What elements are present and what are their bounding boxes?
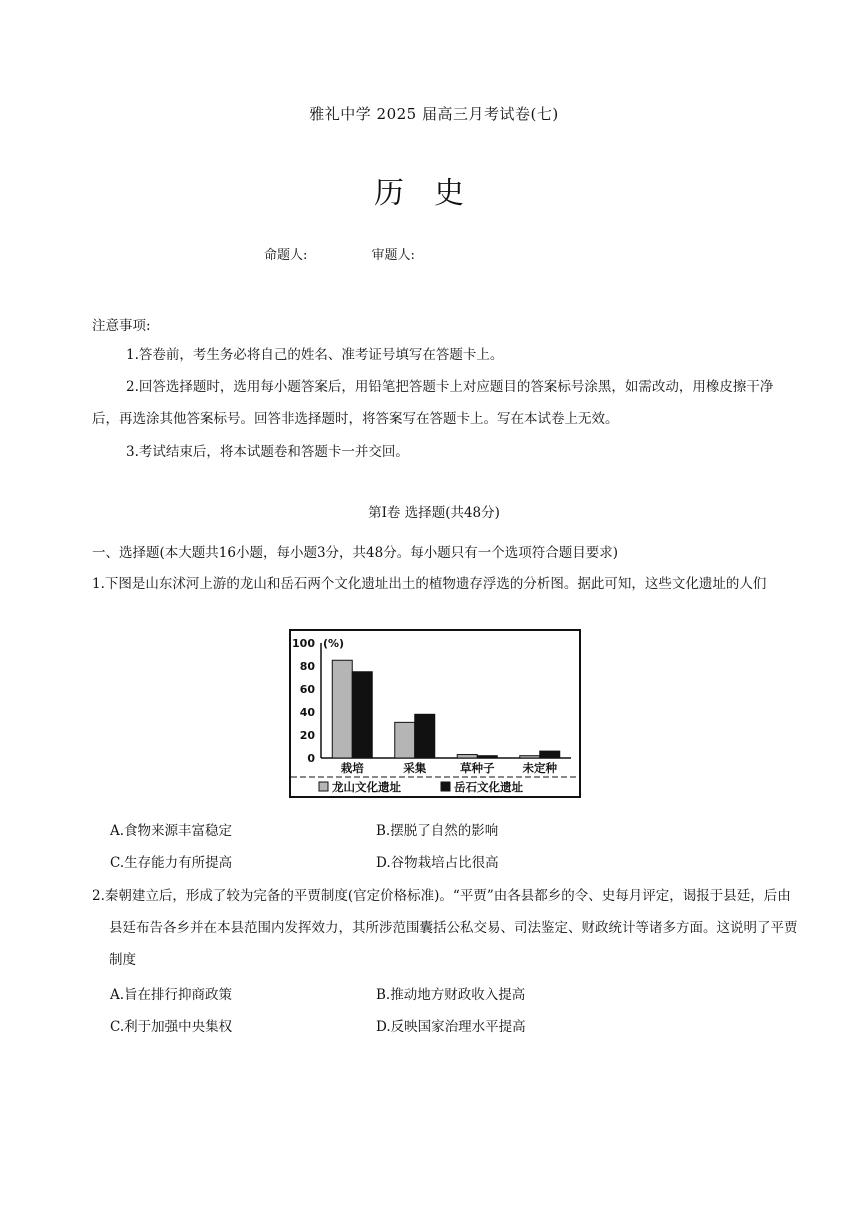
section-title: 第Ⅰ卷 选择题(共48分) — [368, 505, 500, 521]
bar-chart — [289, 629, 581, 798]
question-2-stem: 2.秦朝建立后，形成了较为完备的平贾制度(官定价格标准)。“平贾”由各县都乡的令、史每月评定，谒报于县廷，后由县廷布告各乡并在本县范围内发挥效力，其所涉范围囊括公私交易、司法鉴定、财政统计等诸多方面。这说明了平贾制度 — [92, 888, 798, 968]
q1-option-b[interactable]: B.摆脱了自然的影响 — [376, 823, 499, 839]
x-category-label: 草种子 — [460, 761, 495, 775]
y-tick-label: 40 — [299, 706, 315, 719]
reviewer-label: 审题人: — [371, 248, 415, 263]
bar-longshan — [395, 722, 415, 758]
y-tick-label: 0 — [307, 752, 315, 765]
y-tick-label: 60 — [299, 683, 315, 696]
q2-option-d[interactable]: D.反映国家治理水平提高 — [376, 1019, 526, 1035]
x-category-label: 栽培 — [340, 761, 364, 775]
q1-option-d[interactable]: D.谷物栽培占比很高 — [376, 855, 499, 871]
author-line — [264, 244, 475, 263]
bar-yueshi — [540, 751, 560, 758]
exam-title: 雅礼中学 2025 届高三月考试卷(七) — [309, 105, 559, 123]
y-tick-label: 100 — [292, 637, 315, 650]
legend-label: 龙山文化遗址 — [332, 780, 401, 794]
legend-label: 岳石文化遗址 — [454, 780, 523, 794]
q2-option-b[interactable]: B.推动地方财政收入提高 — [376, 987, 526, 1003]
y-unit-label: (%) — [323, 637, 345, 650]
bar-yueshi — [477, 756, 497, 758]
notice-item-text: 3.考试结束后，将本试题卷和答题卡一并交回。 — [126, 444, 409, 460]
q2-option-c[interactable]: C.利于加强中央集权 — [110, 1019, 233, 1035]
legend-swatch — [319, 782, 328, 791]
y-tick-label: 20 — [299, 729, 315, 742]
legend-swatch — [441, 782, 450, 791]
notice-item-2: 2.回答选择题时，选用每小题答案后，用铅笔把答题卡上对应题目的答案标号涂黑，如需改动，用橡皮擦干净后，再选涂其他答案标号。回答非选择题时，将答案写在答题卡上。写在本试卷上无效。 — [92, 379, 774, 427]
y-tick-label: 80 — [299, 660, 315, 673]
notice-item-1 — [92, 339, 782, 371]
notice-item-text: 1.答卷前，考生务必将自己的姓名、准考证号填写在答题卡上。 — [126, 347, 504, 363]
x-category-label: 采集 — [403, 761, 427, 775]
bar-longshan — [457, 755, 477, 758]
author-label: 命题人: — [264, 248, 308, 263]
question-1-stem: 1.下图是山东沭河上游的龙山和岳石两个文化遗址出土的植物遗存浮选的分析图。据此可知，这些文化遗址的人们 — [92, 576, 767, 592]
q2-option-a[interactable]: A.旨在排行抑商政策 — [110, 987, 233, 1003]
notice-item-3 — [92, 436, 782, 468]
notice-title: 注意事项: — [92, 318, 151, 334]
chart-svg — [291, 631, 579, 796]
bar-yueshi — [415, 714, 435, 758]
subject-title: 历史 — [374, 176, 494, 211]
q1-option-a[interactable]: A.食物来源丰富稳定 — [110, 823, 233, 839]
q1-option-c[interactable]: C.生存能力有所提高 — [110, 855, 233, 871]
part-heading: 一、选择题(本大题共16小题，每小题3分，共48分。每小题只有一个选项符合题目要求) — [92, 545, 618, 561]
bar-longshan — [520, 756, 540, 758]
bar-longshan — [332, 660, 352, 758]
x-category-label: 未定种 — [522, 761, 557, 775]
bar-yueshi — [352, 672, 372, 758]
